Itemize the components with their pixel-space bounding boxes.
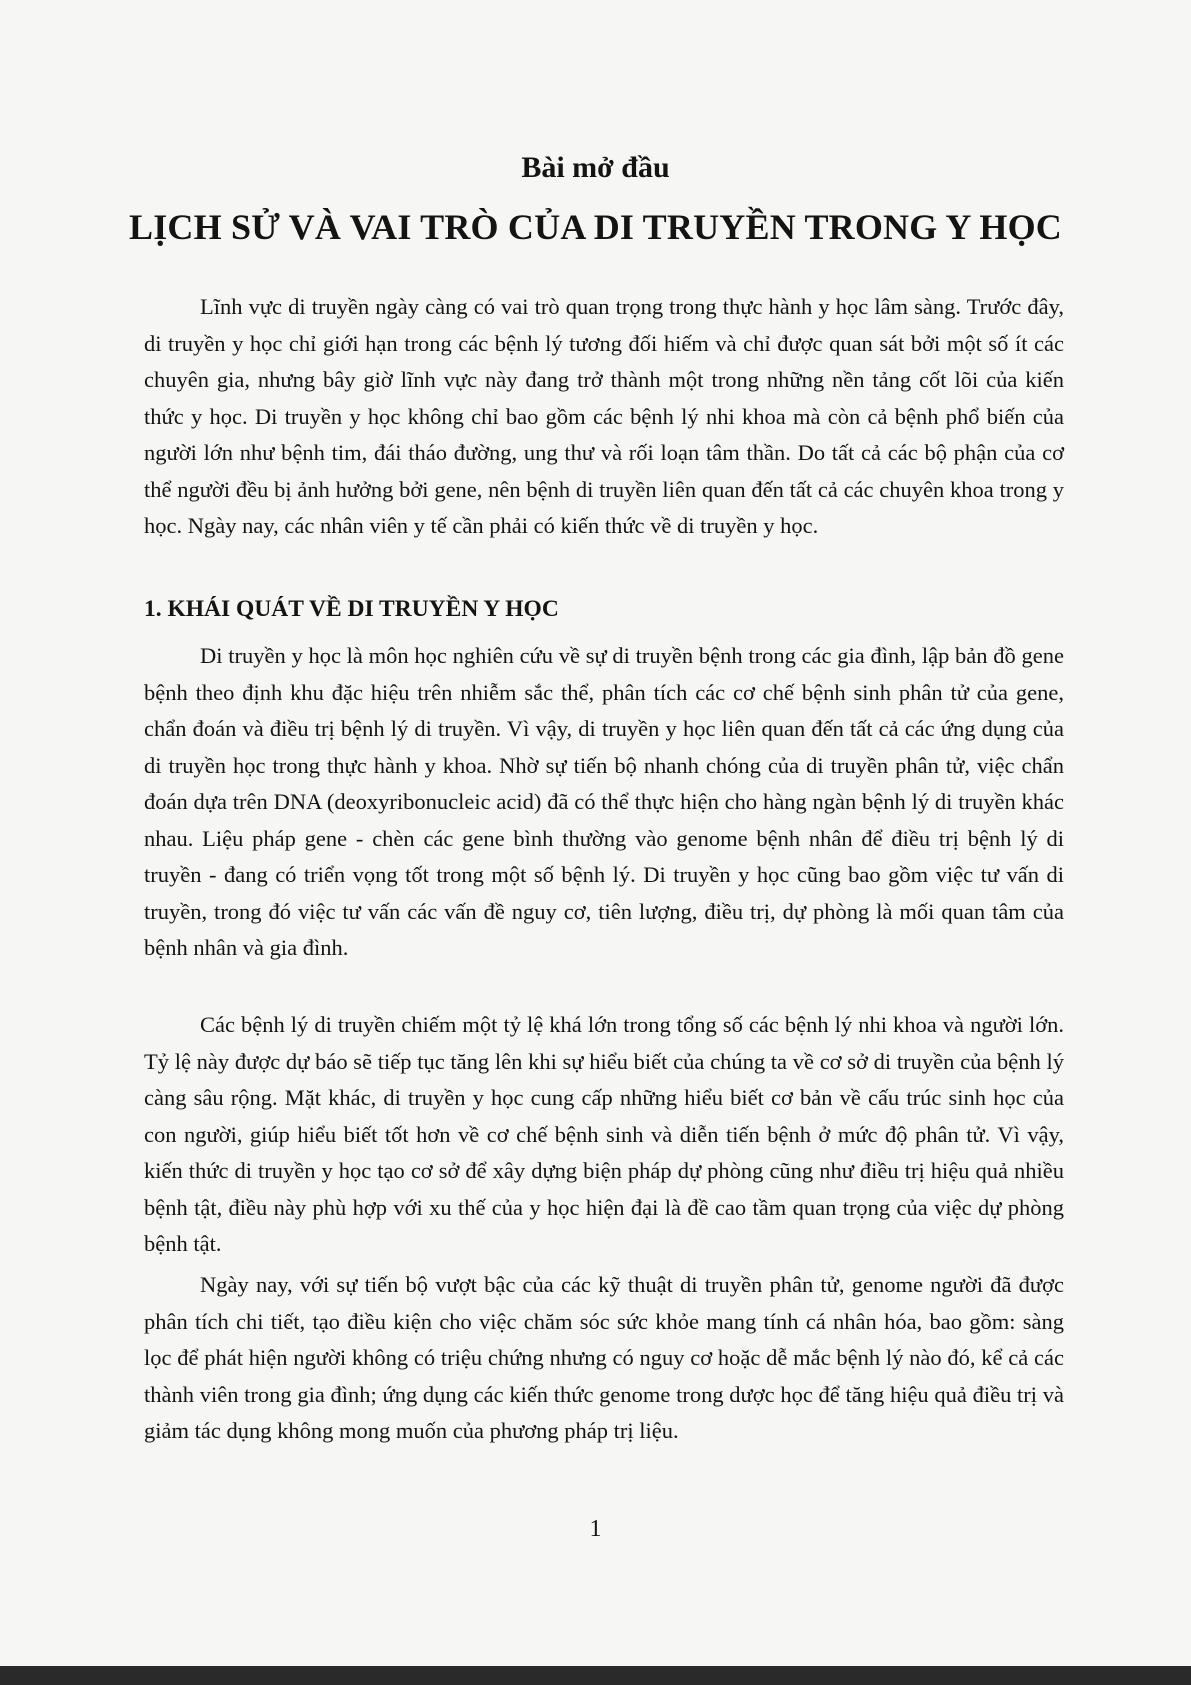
page-number: 1 — [589, 1516, 602, 1542]
intro-paragraph: Lĩnh vực di truyền ngày càng có vai trò quan trọng trong thực hành y học lâm sàng. Trước đây, di truyền y học chỉ giới hạn trong các bệnh lý tương đối hiếm và chỉ được quan sát bởi một số ít các chuyên gia, nhưng bây giờ lĩnh vực này đang trở thành một trong những nền tảng cốt lõi của kiến thức y học. Di truyền y học không chỉ bao gồm các bệnh lý nhi khoa mà còn cả bệnh phổ biến của người lớn như bệnh tim, đái tháo đường, ung thư và rối loạn tâm thần. Do tất cả các bộ phận của cơ thể người đều bị ảnh hưởng bởi gene, nên bệnh di truyền liên quan đến tất cả các chuyên khoa trong y học. Ngày nay, các nhân viên y tế cần phải có kiến thức về di truyền y học. — [144, 294, 1064, 538]
section-paragraph: Ngày nay, với sự tiến bộ vượt bậc của các kỹ thuật di truyền phân tử, genome người đã được phân tích chi tiết, tạo điều kiện cho việc chăm sóc sức khỏe mang tính cá nhân hóa, bao gồm: sàng lọc để phát hiện người không có triệu chứng nhưng có nguy cơ hoặc dễ mắc bệnh lý nào đó, kể cả các thành viên trong gia đình; ứng dụng các kiến thức genome trong dược học để tăng hiệu quả điều trị và giảm tác dụng không mong muốn của phương pháp trị liệu. — [144, 1272, 1064, 1443]
page-title: LỊCH SỬ VÀ VAI TRÒ CỦA DI TRUYỀN TRONG Y HỌC — [129, 207, 1062, 247]
section-heading: 1. KHÁI QUÁT VỀ DI TRUYỀN Y HỌC — [144, 596, 559, 622]
section-paragraph: Các bệnh lý di truyền chiếm một tỷ lệ khá lớn trong tổng số các bệnh lý nhi khoa và người lớn. Tỷ lệ này được dự báo sẽ tiếp tục tăng lên khi sự hiểu biết của chúng ta về cơ sở di truyền của bệnh lý càng sâu rộng. Mặt khác, di truyền y học cung cấp những hiểu biết cơ bản về cấu trúc sinh học của con người, giúp hiểu biết tốt hơn về cơ chế bệnh sinh và diễn tiến bệnh ở mức độ phân tử. Vì vậy, kiến thức di truyền y học tạo cơ sở để xây dựng biện pháp dự phòng cũng như điều trị hiệu quả nhiều bệnh tật, điều này phù hợp với xu thế của y học hiện đại là đề cao tầm quan trọng của việc dự phòng bệnh tật. — [144, 1012, 1064, 1256]
lesson-kicker: Bài mở đầu — [521, 151, 670, 184]
section-paragraph: Di truyền y học là môn học nghiên cứu về sự di truyền bệnh trong các gia đình, lập bản đồ gene bệnh theo định khu đặc hiệu trên nhiễm sắc thể, phân tích các cơ chế bệnh sinh phân tử của gene, chẩn đoán và điều trị bệnh lý di truyền. Vì vậy, di truyền y học liên quan đến tất cả các ứng dụng của di truyền học trong thực hành y khoa. Nhờ sự tiến bộ nhanh chóng của di truyền phân tử, việc chẩn đoán dựa trên DNA (deoxyribonucleic acid) đã có thể thực hiện cho hàng ngàn bệnh lý di truyền khác nhau. Liệu pháp gene - chèn các gene bình thường vào genome bệnh nhân để điều trị bệnh lý di truyền - đang có triển vọng tốt trong một số bệnh lý. Di truyền y học cũng bao gồm việc tư vấn di truyền, trong đó việc tư vấn các vấn đề nguy cơ, tiên lượng, điều trị, dự phòng là mối quan tâm của bệnh nhân và gia đình. — [144, 643, 1064, 960]
